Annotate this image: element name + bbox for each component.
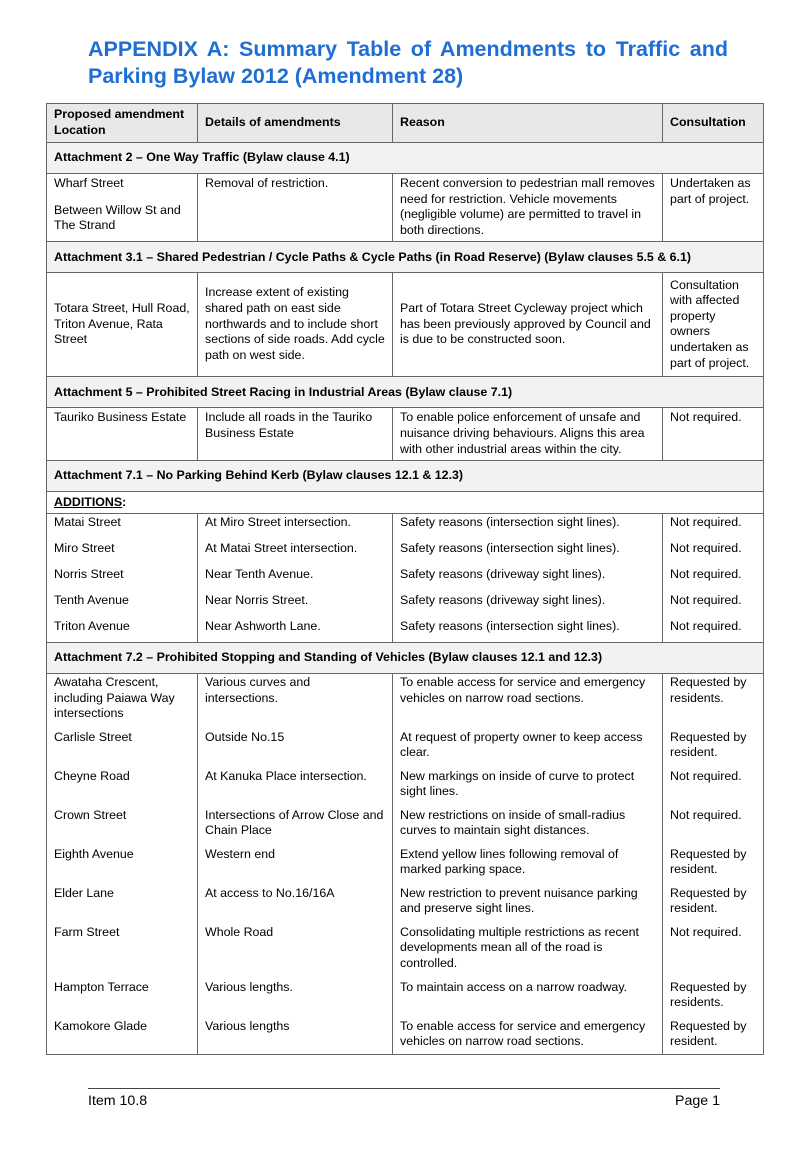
details-cell: Whole Road [198, 921, 393, 976]
table-header-row [47, 104, 764, 143]
amendments-table [46, 103, 764, 1055]
consultation-cell: Not required. [663, 589, 764, 615]
table-row [47, 513, 764, 537]
reason-cell: To maintain access on a narrow roadway. [393, 976, 663, 1015]
table-row [47, 589, 764, 615]
location-cell: Kamokore Glade [47, 1015, 198, 1055]
location-cell: Tauriko Business Estate [47, 408, 198, 461]
details-cell: Include all roads in the Tauriko Business Estate [198, 408, 393, 461]
location-cell: Triton Avenue [47, 615, 198, 643]
table-row [47, 563, 764, 589]
details-cell: Western end [198, 843, 393, 882]
reason-cell: Safety reasons (intersection sight lines). [393, 513, 663, 537]
table-row [47, 537, 764, 563]
table-row [47, 1015, 764, 1055]
page-title: APPENDIX A: Summary Table of Amendments to Traffic and Parking Bylaw 2012 (Amendment 28) [88, 37, 728, 88]
consultation-cell: Requested by resident. [663, 843, 764, 882]
location-cell: Farm Street [47, 921, 198, 976]
table-row [47, 765, 764, 804]
details-cell: At access to No.16/16A [198, 882, 393, 921]
consultation-cell: Not required. [663, 563, 764, 589]
consultation-cell: Requested by residents. [663, 976, 764, 1015]
location-text: Between Willow St and The Strand [54, 202, 181, 233]
location-cell: Carlisle Street [47, 726, 198, 765]
reason-cell: To enable police enforcement of unsafe and nuisance driving behaviours. Aligns this area with other industrial areas within the city. [393, 408, 663, 461]
consultation-cell: Not required. [663, 804, 764, 843]
consultation-cell: Undertaken as part of project. [663, 174, 764, 242]
location-cell: Hampton Terrace [47, 976, 198, 1015]
reason-cell: Safety reasons (driveway sight lines). [393, 563, 663, 589]
location-text: Wharf Street [54, 176, 124, 190]
details-cell: At Miro Street intersection. [198, 513, 393, 537]
additions-label: ADDITIONS [54, 495, 123, 510]
consultation-cell: Requested by resident. [663, 1015, 764, 1055]
consultation-cell: Requested by resident. [663, 882, 764, 921]
table-row [47, 615, 764, 643]
location-cell: Norris Street [47, 563, 198, 589]
reason-cell: Recent conversion to pedestrian mall removes need for restriction. Vehicle movements (negligible volume) are permitted to travel in both directions. [393, 174, 663, 242]
table-row [47, 674, 764, 726]
reason-cell: Extend yellow lines following removal of marked parking space. [393, 843, 663, 882]
section-heading: Attachment 7.2 – Prohibited Stopping and Standing of Vehicles (Bylaw clauses 12.1 and 12.3) [47, 643, 764, 674]
consultation-cell: Not required. [663, 921, 764, 976]
details-cell: Various lengths [198, 1015, 393, 1055]
details-cell: Near Tenth Avenue. [198, 563, 393, 589]
location-cell: Eighth Avenue [47, 843, 198, 882]
reason-cell: To enable access for service and emergency vehicles on narrow road sections. [393, 1015, 663, 1055]
details-cell: Various curves and intersections. [198, 674, 393, 726]
footer-divider [88, 1088, 720, 1089]
consultation-cell: Consultation with affected property owners undertaken as part of project. [663, 273, 764, 377]
consultation-cell: Requested by residents. [663, 674, 764, 726]
reason-cell: Part of Totara Street Cycleway project which has been previously approved by Council and is due to be constructed soon. [393, 273, 663, 377]
details-cell: Increase extent of existing shared path on east side northwards and to include short sections of side roads. Add cycle path on west side. [198, 273, 393, 377]
footer-item-number: Item 10.8 [88, 1093, 148, 1109]
section-heading: Attachment 3.1 – Shared Pedestrian / Cycle Paths & Cycle Paths (in Road Reserve) (Bylaw clauses 5.5 & 6.1) [47, 242, 764, 273]
table-row [47, 273, 764, 377]
table-row [47, 843, 764, 882]
table-row [47, 804, 764, 843]
table-row [47, 174, 764, 242]
reason-cell: New restrictions on inside of small-radius curves to maintain sight distances. [393, 804, 663, 843]
details-cell: Near Norris Street. [198, 589, 393, 615]
header-reason: Reason [393, 104, 663, 143]
details-cell: Intersections of Arrow Close and Chain Place [198, 804, 393, 843]
table-row [47, 726, 764, 765]
details-cell: At Kanuka Place intersection. [198, 765, 393, 804]
location-cell: Cheyne Road [47, 765, 198, 804]
reason-cell: New restriction to prevent nuisance parking and preserve sight lines. [393, 882, 663, 921]
consultation-cell: Not required. [663, 537, 764, 563]
section-heading: Attachment 2 – One Way Traffic (Bylaw clause 4.1) [47, 143, 764, 174]
location-cell: Matai Street [47, 513, 198, 537]
header-consultation: Consultation [663, 104, 764, 143]
location-cell: Totara Street, Hull Road, Triton Avenue, Rata Street [47, 273, 198, 377]
reason-cell: Safety reasons (driveway sight lines). [393, 589, 663, 615]
table-row [47, 882, 764, 921]
details-cell: Removal of restriction. [198, 174, 393, 242]
reason-cell: To enable access for service and emergency vehicles on narrow road sections. [393, 674, 663, 726]
location-cell: Awataha Crescent, including Paiawa Way intersections [47, 674, 198, 726]
details-cell: Outside No.15 [198, 726, 393, 765]
reason-cell: New markings on inside of curve to protect sight lines. [393, 765, 663, 804]
details-cell: Near Ashworth Lane. [198, 615, 393, 643]
table-row [47, 921, 764, 976]
reason-cell: Safety reasons (intersection sight lines). [393, 537, 663, 563]
consultation-cell: Not required. [663, 615, 764, 643]
header-location: Proposed amendment Location [47, 104, 198, 143]
details-cell: At Matai Street intersection. [198, 537, 393, 563]
reason-cell: At request of property owner to keep access clear. [393, 726, 663, 765]
table-row [47, 976, 764, 1015]
consultation-cell: Not required. [663, 513, 764, 537]
reason-cell: Consolidating multiple restrictions as recent developments mean all of the road is controlled. [393, 921, 663, 976]
location-cell: Miro Street [47, 537, 198, 563]
additions-row: ADDITIONS: [47, 492, 764, 514]
header-details: Details of amendments [198, 104, 393, 143]
section-heading: Attachment 7.1 – No Parking Behind Kerb (Bylaw clauses 12.1 & 12.3) [47, 461, 764, 492]
location-cell: Crown Street [47, 804, 198, 843]
footer-page-number: Page 1 [675, 1093, 720, 1109]
details-cell: Various lengths. [198, 976, 393, 1015]
table-row [47, 408, 764, 461]
location-cell: Tenth Avenue [47, 589, 198, 615]
consultation-cell: Not required. [663, 408, 764, 461]
consultation-cell: Requested by resident. [663, 726, 764, 765]
consultation-cell: Not required. [663, 765, 764, 804]
location-cell: Elder Lane [47, 882, 198, 921]
section-heading: Attachment 5 – Prohibited Street Racing in Industrial Areas (Bylaw clause 7.1) [47, 377, 764, 408]
reason-cell: Safety reasons (intersection sight lines). [393, 615, 663, 643]
